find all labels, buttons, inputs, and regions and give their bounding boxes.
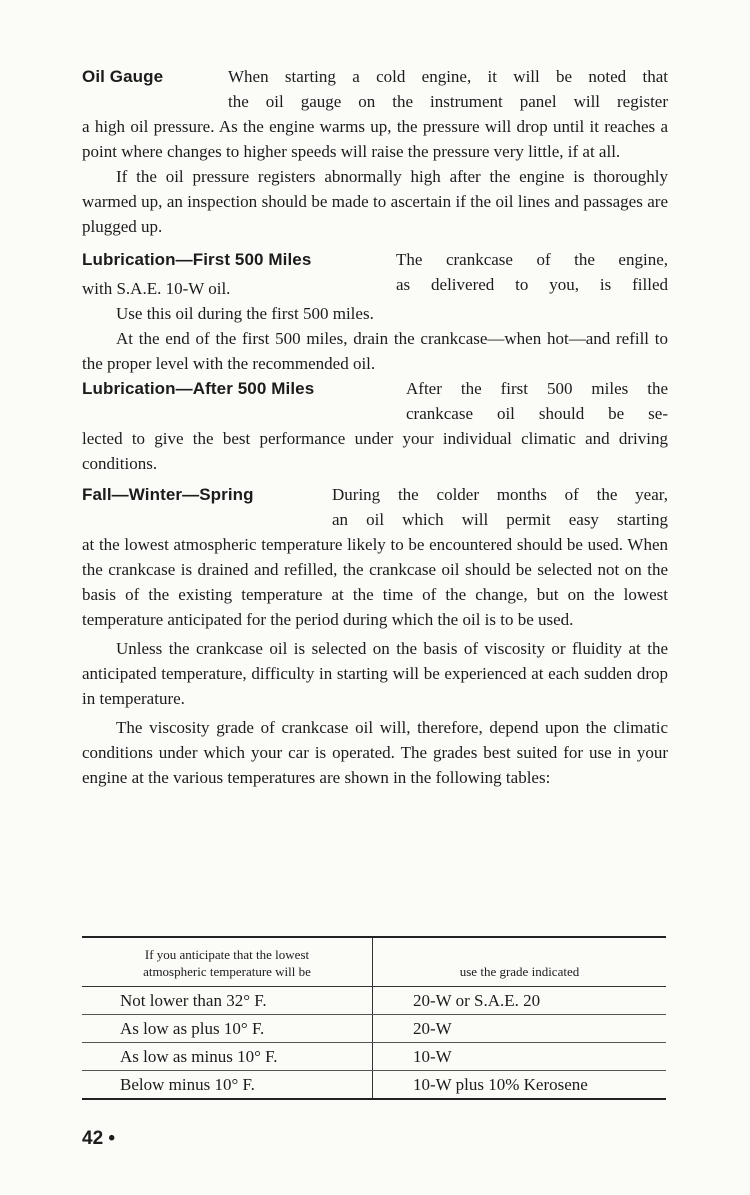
section-oil-gauge — [82, 64, 668, 114]
table-cell-temperature: Not lower than 32° F. — [82, 987, 373, 1015]
footer-bullet: • — [108, 1128, 116, 1149]
fall-winter-spring-para-3: The viscosity grade of crankcase oil will, therefore, depend upon the climatic conditions under which your car is operated. The grades best suited for use in your engine at the various temperatures are shown in the following tables: — [82, 718, 668, 787]
table-cell-grade: 20-W or S.A.E. 20 — [373, 987, 667, 1015]
lubrication-after-lead — [406, 376, 668, 426]
table-cell-temperature: As low as plus 10° F. — [82, 1015, 373, 1043]
page-body — [82, 64, 668, 790]
table-cell-grade: 10-W plus 10% Kerosene — [413, 1075, 588, 1094]
fall-winter-spring-lead-2: an oil which will permit easy starting — [332, 510, 668, 529]
lubrication-first-para-3: At the end of the first 500 miles, drain the crankcase—when hot—and refill to the proper level with the recommended oil. — [82, 329, 668, 373]
table-header-temperature-line-2: atmospheric temperature will be — [143, 964, 311, 979]
table-row — [82, 1071, 666, 1100]
lubrication-first-lead — [396, 247, 668, 272]
section-lubrication-after — [82, 376, 668, 426]
oil-gauge-continuation: a high oil pressure. As the engine warms up, the pressure will drop until it reaches a point where changes to higher speeds will raise the pressure very little, if at all. — [82, 117, 668, 161]
table-header-row — [82, 937, 666, 987]
fall-winter-spring-para-2: Unless the crankcase oil is selected on the basis of viscosity or fluidity at the anticipated temperature, difficulty in starting will be experienced at each sudden drop in temperature. — [82, 639, 668, 708]
fall-winter-spring-continuation: at the lowest atmospheric temperature likely to be encountered should be used. When the crankcase is drained and refilled, the crankcase oil should be selected not on the basis of the existing temperature at the time of the change, but on the lowest temperature anticipated for the period during which the oil is to be used. — [82, 535, 668, 629]
page-number: 42 — [82, 1128, 104, 1149]
lubrication-first-continuation: with S.A.E. 10-W oil. — [82, 279, 231, 298]
oil-grade-table — [82, 936, 666, 1100]
table-row — [82, 987, 666, 1015]
section-fall-winter-spring — [82, 482, 668, 532]
lubrication-first-para-2: Use this oil during the first 500 miles. — [116, 304, 374, 323]
table-header-grade: use the grade indicated — [373, 937, 667, 987]
table-header-temperature-line-1: If you anticipate that the lowest — [144, 947, 310, 962]
fall-winter-spring-lead-1: During the colder months of the year, — [332, 485, 668, 504]
table-cell-temperature: Below minus 10° F. — [82, 1071, 373, 1100]
heading-lubrication-first: Lubrication—First 500 Miles — [82, 250, 312, 269]
heading-lubrication-after: Lubrication—After 500 Miles — [82, 379, 315, 398]
lubrication-first-lead-1: The crankcase of the engine, — [396, 250, 668, 269]
lubrication-after-lead-2: crankcase oil should be se- — [406, 404, 668, 423]
table-cell-temperature: As low as minus 10° F. — [82, 1043, 373, 1071]
lubrication-after-lead-1: After the first 500 miles the — [406, 379, 668, 398]
fall-winter-spring-lead — [332, 482, 668, 532]
heading-oil-gauge: Oil Gauge — [82, 67, 164, 86]
oil-gauge-para-2: If the oil pressure registers abnormally high after the engine is thoroughly warmed up, an inspection should be made to ascertain if the oil lines and passages are plugged up. — [82, 167, 668, 236]
oil-gauge-lead-1: When starting a cold engine, it will be noted that — [228, 67, 668, 86]
table-cell-grade: 10-W — [373, 1043, 667, 1071]
page-footer — [82, 1128, 115, 1150]
table-cell-grade: 20-W — [373, 1015, 667, 1043]
table-row — [82, 1043, 666, 1071]
lubrication-after-continuation: lected to give the best performance under your individual climatic and driving conditions. — [82, 429, 668, 473]
lubrication-first-line-2 — [82, 272, 668, 301]
table-header-temperature — [82, 937, 373, 987]
section-lubrication-first — [82, 247, 668, 272]
lubrication-first-lead-2: as delivered to you, is filled — [396, 275, 668, 294]
heading-fall-winter-spring: Fall—Winter—Spring — [82, 485, 254, 504]
table-row — [82, 1015, 666, 1043]
oil-gauge-lead-2: the oil gauge on the instrument panel will register — [228, 92, 668, 111]
oil-gauge-lead — [228, 64, 668, 114]
